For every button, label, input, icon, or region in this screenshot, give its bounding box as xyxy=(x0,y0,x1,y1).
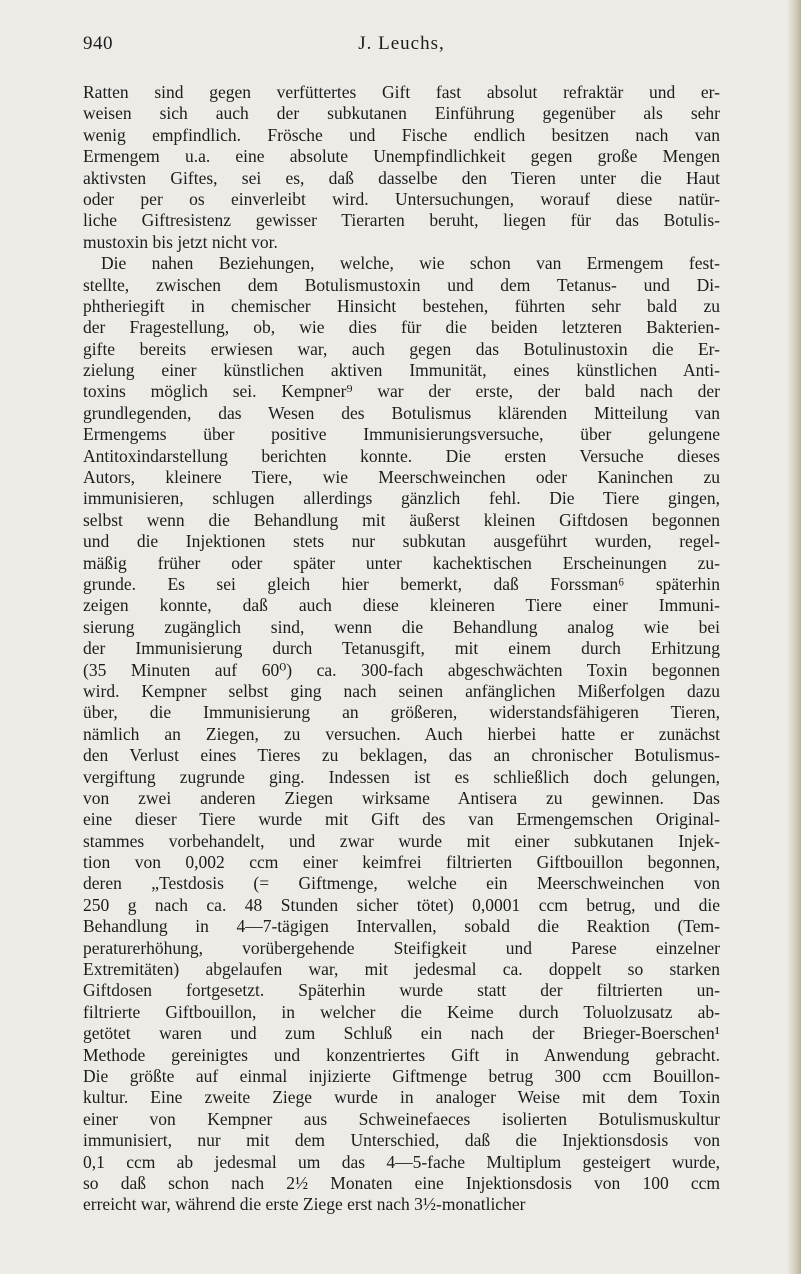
text-line: einer von Kempner aus Schweinefaeces isolierten Botulismuskultur xyxy=(83,1108,720,1129)
text-line: oder per os einverleibt wird. Untersuchungen, worauf diese natür- xyxy=(83,188,720,209)
text-line: der Immunisierung durch Tetanusgift, mit einem durch Erhitzung xyxy=(83,638,720,659)
text-line: Antitoxindarstellung berichten konnte. Die ersten Versuche dieses xyxy=(83,445,720,466)
text-line: 0,1 ccm ab jedesmal um das 4—5-fache Multiplum gesteigert wurde, xyxy=(83,1151,720,1172)
body-text xyxy=(83,82,720,1216)
text-line: so daß schon nach 2½ Monaten eine Injektionsdosis von 100 ccm xyxy=(83,1172,720,1193)
text-line: tion von 0,002 ccm einer keimfrei filtrierten Giftbouillon begonnen, xyxy=(83,852,720,873)
text-line: über, die Immunisierung an größeren, widerstandsfähigeren Tieren, xyxy=(83,702,720,723)
text-line: deren „Testdosis (= Giftmenge, welche ein Meerschweinchen von xyxy=(83,873,720,894)
text-line: Autors, kleinere Tiere, wie Meerschweinchen oder Kaninchen zu xyxy=(83,467,720,488)
text-line: toxins möglich sei. Kempner⁹ war der erste, der bald nach der xyxy=(83,381,720,402)
text-line: filtrierte Giftbouillon, in welcher die Keime durch Toluolzusatz ab- xyxy=(83,1001,720,1022)
text-line: stellte, zwischen dem Botulismustoxin und dem Tetanus- und Di- xyxy=(83,274,720,295)
text-line: (35 Minuten auf 60⁰) ca. 300-fach abgeschwächten Toxin begonnen xyxy=(83,659,720,680)
page-edge-shadow xyxy=(787,0,801,1274)
text-line: grundlegenden, das Wesen des Botulismus klärenden Mitteilung van xyxy=(83,402,720,423)
text-line: vergiftung zugrunde ging. Indessen ist es schließlich doch gelungen, xyxy=(83,766,720,787)
text-line: Die nahen Beziehungen, welche, wie schon van Ermengem fest- xyxy=(101,253,720,274)
text-line: Ermengem u.a. eine absolute Unempfindlichkeit gegen große Mengen xyxy=(83,146,720,167)
text-line: Ratten sind gegen verfüttertes Gift fast absolut refraktär und er- xyxy=(83,82,720,102)
running-head-author: J. Leuchs, xyxy=(358,33,445,54)
text-line: immunisieren, schlugen allerdings gänzlich fehl. Die Tiere gingen, xyxy=(83,488,720,509)
text-line: von zwei anderen Ziegen wirksame Antisera zu gewinnen. Das xyxy=(83,787,720,808)
text-line: liche Giftresistenz gewisser Tierarten beruht, liegen für das Botulis- xyxy=(83,210,720,231)
text-line: peraturerhöhung, vorübergehende Steifigkeit und Parese einzelner xyxy=(83,937,720,958)
text-line: zielung einer künstlichen aktiven Immunität, eines künstlichen Anti- xyxy=(83,360,720,381)
text-line: nämlich an Ziegen, zu versuchen. Auch hierbei hatte er zunächst xyxy=(83,723,720,744)
text-line: 250 g nach ca. 48 Stunden sicher tötet) 0,0001 ccm betrug, und die xyxy=(83,894,720,915)
text-line: und die Injektionen stets nur subkutan ausgeführt wurden, regel- xyxy=(83,531,720,552)
text-line: mäßig früher oder später unter kachektischen Erscheinungen zu- xyxy=(83,552,720,573)
text-line: den Verlust eines Tieres zu beklagen, das an chronischer Botulismus- xyxy=(83,745,720,766)
text-line: Giftdosen fortgesetzt. Späterhin wurde statt der filtrierten un- xyxy=(83,980,720,1001)
text-line: Behandlung in 4—7-tägigen Intervallen, sobald die Reaktion (Tem- xyxy=(83,916,720,937)
text-line: aktivsten Giftes, sei es, daß dasselbe den Tieren unter die Haut xyxy=(83,167,720,188)
text-line: immunisiert, nur mit dem Unterschied, daß die Injektionsdosis von xyxy=(83,1130,720,1151)
text-line: zeigen konnte, daß auch diese kleineren Tiere einer Immuni- xyxy=(83,595,720,616)
text-line: gifte bereits erwiesen war, auch gegen das Botulinustoxin die Er- xyxy=(83,338,720,359)
text-line: wenig empfindlich. Frösche und Fische endlich besitzen nach van xyxy=(83,124,720,145)
text-line: selbst wenn die Behandlung mit äußerst kleinen Giftdosen begonnen xyxy=(83,509,720,530)
text-line: wird. Kempner selbst ging nach seinen anfänglichen Mißerfolgen dazu xyxy=(83,680,720,701)
text-line: phtheriegift in chemischer Hinsicht bestehen, führten sehr bald zu xyxy=(83,295,720,316)
text-line: der Fragestellung, ob, wie dies für die beiden letzteren Bakterien- xyxy=(83,317,720,338)
text-line: Methode gereinigtes und konzentriertes Gift in Anwendung gebracht. xyxy=(83,1044,720,1065)
text-line: Extremitäten) abgelaufen war, mit jedesmal ca. doppelt so starken xyxy=(83,959,720,980)
text-line: Die größte auf einmal injizierte Giftmenge betrug 300 ccm Bouillon- xyxy=(83,1065,720,1086)
text-line: sierung zugänglich sind, wenn die Behandlung analog wie bei xyxy=(83,616,720,637)
text-line: stammes vorbehandelt, und zwar wurde mit einer subkutanen Injek- xyxy=(83,830,720,851)
text-line: kultur. Eine zweite Ziege wurde in analoger Weise mit dem Toxin xyxy=(83,1087,720,1108)
text-line: getötet waren und zum Schluß ein nach der Brieger-Boerschen¹ xyxy=(83,1023,720,1044)
running-head xyxy=(83,33,720,63)
text-line: mustoxin bis jetzt nicht vor. xyxy=(83,231,278,252)
text-line: erreicht war, während die erste Ziege erst nach 3½-monatlicher xyxy=(83,1194,526,1215)
page-number: 940 xyxy=(83,33,113,54)
text-line: Ermengems über positive Immunisierungsversuche, über gelungene xyxy=(83,424,720,445)
text-line: grunde. Es sei gleich hier bemerkt, daß Forssman⁶ späterhin xyxy=(83,573,720,594)
text-line: eine dieser Tiere wurde mit Gift des van Ermengemschen Original- xyxy=(83,809,720,830)
text-line: weisen sich auch der subkutanen Einführung gegenüber als sehr xyxy=(83,103,720,124)
